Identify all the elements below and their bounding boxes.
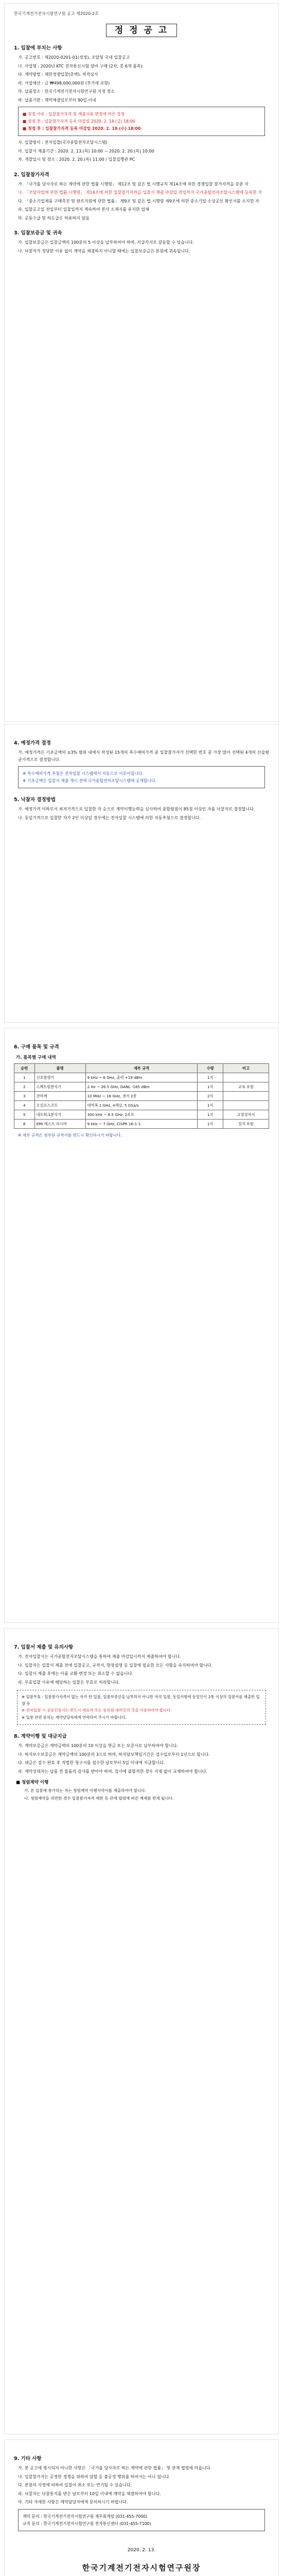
caution-box <box>17 1690 266 1725</box>
table-cell: 교정성적서 <box>223 1110 269 1120</box>
table-cell: 3 <box>14 1092 35 1101</box>
s1-line: 가. 공고번호 : 제2020-0201-01(정정), 조달청 국내 입찰공고 <box>18 55 130 60</box>
s2-item: 라. 입찰공고일 전일부터 입찰일까지 계속하여 본사 소재지를 유지한 업체 <box>18 207 149 212</box>
s2-item: 마. 공동수급 및 하도급은 허용하지 않음 <box>18 215 90 221</box>
s8-item: 나. 하자보수보증금은 계약금액의 100분의 3으로 하며, 하자담보책임기간은 검수일로부터 1년으로 합니다. <box>18 1752 210 1757</box>
section-frame-1 <box>4 3 279 722</box>
s8-item: 라. 계약상대자는 납품 전 물품의 검사를 받아야 하며, 검사에 불합격한 경우 지체 없이 교체하여야 합니다. <box>18 1769 207 1774</box>
section-heading-5: 5. 낙찰자 결정방법 <box>14 797 56 803</box>
s5-item: 나. 동일가격으로 입찰한 자가 2인 이상일 경우에는 전자입찰 시스템에 의한 자동추첨으로 결정합니다. <box>18 815 201 820</box>
table-cell: 네트워크분석기 <box>34 1110 85 1120</box>
correction-line: ■ 정정 사유 : 입찰참가자격 및 제출서류 변경에 따른 정정 <box>23 112 125 116</box>
table-row <box>14 1073 269 1082</box>
section-frame-3 <box>4 1028 279 1623</box>
caution-line: ※ 입찰무효 : 입찰참가자격이 없는 자가 한 입찰, 입찰보증금을 납부하지 아니한 자의 입찰, 동일사항에 동일인이 2통 이상의 입찰서를 제출한 입찰 등 <box>22 1694 260 1706</box>
table-cell: 설치 포함 <box>223 1120 269 1129</box>
table-cell: 1식 <box>198 1110 223 1120</box>
s9-item: 마. 기타 자세한 사항은 계약담당자에게 문의하시기 바랍니다. <box>18 2500 128 2504</box>
s3-item: 나. 낙찰자가 정당한 이유 없이 계약을 체결하지 아니할 때에는 입찰보증금은 본원에 귀속됩니다. <box>18 248 190 253</box>
section-heading-9: 9. 기타 사항 <box>14 2456 42 2462</box>
s5-item: 가. 예정가격 이하로서 최저가격으로 입찰한 자 순으로 계약이행능력을 심사하여 종합평점이 85점 이상인 자를 낙찰자로 결정합니다. <box>18 807 255 811</box>
table-cell: 2 Hz ~ 26.5 GHz, DANL -165 dBm <box>85 1082 198 1092</box>
price-note: ※ 기초금액은 입찰서 제출 개시 전에 국가종합전자조달시스템에 공개합니다. <box>23 778 156 783</box>
table-row <box>14 1101 269 1110</box>
s7-item: 라. 무효입찰 사유에 해당하는 입찰은 무효로 처리합니다. <box>18 1680 120 1685</box>
section-heading-3: 3. 입찰보증금 및 귀속 <box>14 230 62 236</box>
page-title <box>14 23 269 36</box>
integrity-item: 가. 본 입찰에 참가하는 자는 청렴계약 이행서약서를 제출하여야 합니다. <box>24 1788 146 1793</box>
org-line: 한국기계전기전자시험연구원 공고 제2020-2호 <box>14 11 99 16</box>
table-cell: 9 kHz ~ 7 GHz, CISPR 16-1-1 <box>85 1120 198 1129</box>
table-header-row <box>14 1064 269 1073</box>
s8-item: 가. 계약보증금은 계약금액의 100분의 10 이상을 현금 또는 보증서로 납부하여야 합니다. <box>18 1743 178 1748</box>
section-frame-2 <box>4 724 279 1023</box>
price-note-box <box>18 766 265 788</box>
table-cell: 2 <box>14 1082 35 1092</box>
s9-item: 나. 입찰참가자는 공정한 경쟁을 위하여 담합 등 불공정 행위를 하여서는 아니 됩니다. <box>18 2474 170 2479</box>
price-note: ※ 복수예비가격 추첨은 전자입찰 시스템에서 자동으로 이루어집니다. <box>23 771 144 776</box>
table-cell: EMI 테스트 리시버 <box>34 1120 85 1129</box>
section-heading-6: 6. 구매 품목 및 규격 <box>14 1044 59 1050</box>
s2-item: 가. 「국가를 당사자로 하는 계약에 관한 법률 시행령」 제12조 및 같은 법 시행규칙 제14조에 의한 경쟁입찰 참가자격을 갖춘 자 <box>18 181 249 187</box>
col-header: 비고 <box>223 1064 269 1073</box>
page-title-text: 정 정 공 고 <box>106 24 177 37</box>
section-heading-1: 1. 입찰에 부치는 사항 <box>14 45 62 51</box>
s7-item: 가. 전자입찰서는 국가종합전자조달시스템을 통하여 제출 마감일시까지 제출하여야 합니다. <box>18 1654 181 1659</box>
table-note: ※ 세부 규격은 첨부된 규격서를 반드시 확인하시기 바랍니다. <box>18 1133 122 1138</box>
s1-line: 자. 개찰일시 및 장소 : 2020. 2. 20.(목) 11:00 / 입찰집행관 PC <box>18 157 135 162</box>
s2-item: 다. 「중소기업제품 구매촉진 및 판로지원에 관한 법률」 제9조 및 같은 법 시행령 제9조에 의한 중소기업·소상공인 확인서를 소지한 자 <box>18 198 259 204</box>
col-header: 수량 <box>198 1064 223 1073</box>
table-cell <box>223 1101 269 1110</box>
table-cell: 교육 포함 <box>223 1082 269 1092</box>
integrity-heading: ■ 청렴계약 이행 <box>16 1780 49 1785</box>
s1-line: 라. 사업예산 : 금 ₩498,000,000원 (부가세 포함) <box>18 80 110 86</box>
section-heading-7: 7. 입찰서 제출 및 유의사항 <box>14 1645 74 1650</box>
items-table <box>14 1063 269 1129</box>
section-heading-2: 2. 입찰참가자격 <box>14 172 49 178</box>
s1-line: 사. 입찰방식 : 전자입찰(국가종합전자조달시스템) <box>18 140 108 145</box>
col-header: 세부 규격 <box>85 1064 198 1073</box>
contact-box <box>18 2509 265 2531</box>
table-cell: 대역폭 1 GHz, 4채널, 5 GSa/s <box>85 1101 198 1110</box>
section-heading-4: 4. 예정가격 결정 <box>14 740 51 746</box>
table-cell: 5 <box>14 1110 35 1120</box>
s1-line: 다. 계약방법 : 제한경쟁입찰(총액), 적격심사 <box>18 72 98 77</box>
table-cell: 스펙트럼분석기 <box>34 1082 85 1092</box>
section-frame-4 <box>4 1628 279 2434</box>
table-row <box>14 1110 269 1120</box>
table-cell: 4 <box>14 1101 35 1110</box>
table-cell: 10 MHz ~ 18 GHz, 센서 2종 <box>85 1092 198 1101</box>
correction-line: ■ 정정 후 : 입찰참가자격 등록 마감일 2020. 2. 19.(수) 18:00 <box>23 126 141 131</box>
s1-line: 마. 납품장소 : 한국기계전기전자시험연구원 지정 장소 <box>18 89 115 94</box>
caution-line: ※ 입찰 관련 문의는 계약담당자에게 연락하여 주시기 바랍니다. <box>22 1715 127 1720</box>
s1-line: 아. 입찰서 제출기간 : 2020. 2. 13.(목) 10:00 ~ 2020. 2. 20.(목) 10:00 <box>18 148 154 154</box>
correction-line: ■ 정정 전 : 입찰참가자격 등록 마감일 2020. 2. 14.(금) 18:00 <box>23 119 135 124</box>
table-cell: 신호발생기 <box>34 1073 85 1082</box>
table-cell: 9 kHz ~ 6 GHz, 출력 +19 dBm <box>85 1073 198 1082</box>
table-row <box>14 1092 269 1101</box>
table-cell: 1식 <box>198 1073 223 1082</box>
caution-line: ※ 전자입찰 시 공동인증서는 반드시 대표자 또는 등록된 대리인의 것을 사용하여야 합니다. <box>22 1708 172 1713</box>
integrity-item: 나. 청렴계약을 위반한 경우 입찰참가자격 제한 등 관계 법령에 따른 제재를 받게 됩니다. <box>24 1796 174 1801</box>
table-row <box>14 1120 269 1129</box>
section-frame-5 <box>4 2439 279 2576</box>
section-heading-8: 8. 계약이행 및 대금지급 <box>14 1734 67 1739</box>
s7-item: 나. 입찰자는 입찰서 제출 전에 입찰공고, 규격서, 현장설명 등 입찰에 필요한 모든 사항을 숙지하여야 합니다. <box>18 1663 213 1668</box>
table-cell <box>223 1092 269 1101</box>
table-row <box>14 1082 269 1092</box>
table-cell: 1 <box>14 1073 35 1082</box>
table-cell: 1식 <box>198 1120 223 1129</box>
s9-item: 다. 본원의 사정에 의하여 입찰이 취소 또는 연기될 수 있습니다. <box>18 2483 132 2487</box>
table-cell: 1식 <box>198 1101 223 1110</box>
col-header: 품명 <box>34 1064 85 1073</box>
s2-item: 나. 「조달사업에 관한 법률 시행령」 제14조에 의한 입찰참가자격을 입찰서 제출 마감일 전일까지 국가종합전자조달시스템에 등록한 자 <box>18 190 262 195</box>
contact-line: 규격 문의 : 한국기계전기전자시험연구원 전자통신센터 (031-455-7100) <box>23 2521 151 2526</box>
s1-line: 바. 납품기한 : 계약체결일로부터 90일 이내 <box>18 97 96 103</box>
s8-item: 다. 대금은 검수 완료 후 적법한 청구서를 접수한 날로부터 5일 이내에 지급합니다. <box>18 1760 165 1765</box>
s3-item: 가. 입찰보증금은 입찰금액의 100분의 5 이상을 납부하여야 하며, 지급각서로 갈음할 수 있습니다. <box>18 240 194 245</box>
table-cell: 1식 <box>198 1082 223 1092</box>
table-cell: 전력계 <box>34 1092 85 1101</box>
s9-item: 가. 본 공고에 명시되지 아니한 사항은 「국가를 당사자로 하는 계약에 관한 법률」 및 관계 법령에 따릅니다. <box>18 2466 212 2470</box>
s4-item: 가. 예정가격은 기초금액의 ±3% 범위 내에서 작성된 15개의 복수예비가격 중 입찰참가자가 선택한 번호 중 가장 많이 선택된 4개의 산술평균가격으로 결정합니다. <box>18 750 269 762</box>
table-cell: 2식 <box>198 1092 223 1101</box>
sub-heading: 가. 품목별 구매 내역 <box>16 1055 56 1060</box>
table-cell <box>223 1073 269 1082</box>
correction-box <box>18 107 265 136</box>
s7-item: 다. 입찰서 제출 후에는 이를 교환·변경 또는 취소할 수 없습니다. <box>18 1671 133 1676</box>
table-cell: 300 kHz ~ 8.5 GHz, 2포트 <box>85 1110 198 1120</box>
contact-line: 계약 문의 : 한국기계전기전자시험연구원 재무회계팀 (031-455-7000) <box>23 2514 148 2519</box>
s9-item: 라. 낙찰자는 낙찰통지를 받은 날로부터 10일 이내에 계약을 체결하여야 합니다. <box>18 2491 161 2496</box>
announcement-date: 2020. 2. 13. <box>127 2547 156 2553</box>
s1-line: 나. 사업명 : 2020년 KTC 전자통신시험 장비 구매 (2차, 총 6개 품목) <box>18 63 143 69</box>
table-cell: 오실로스코프 <box>34 1101 85 1110</box>
table-cell: 6 <box>14 1120 35 1129</box>
col-header: 순번 <box>14 1064 35 1073</box>
issuer-signature: 한국기계전기전자시험연구원장 <box>82 2563 201 2572</box>
